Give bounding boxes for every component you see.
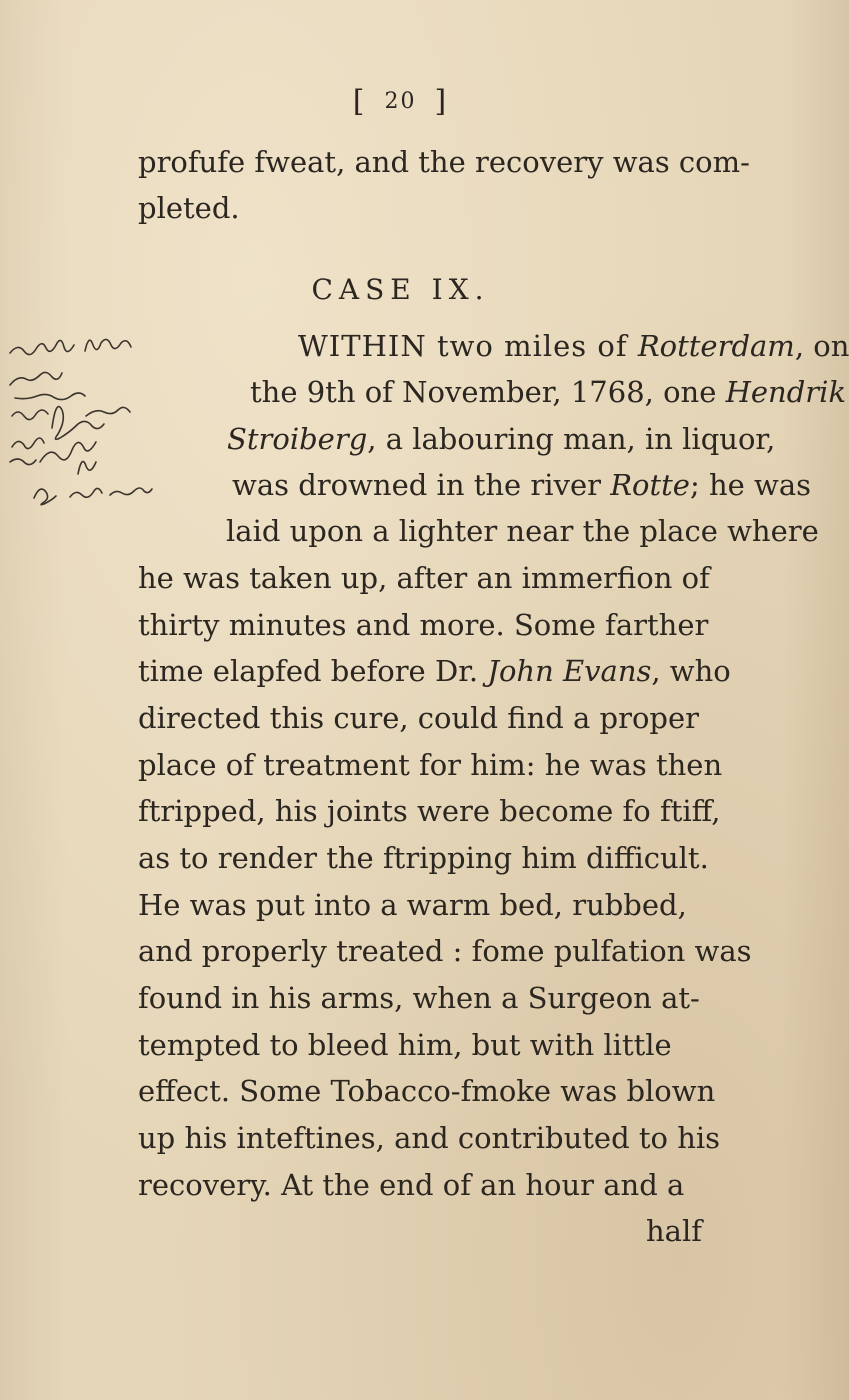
line-text: as to render the ftripping him difficult. — [138, 841, 709, 875]
text-line — [138, 933, 752, 969]
text-line — [232, 467, 811, 503]
text-line — [138, 144, 750, 180]
text-line — [138, 653, 731, 689]
text-line — [138, 190, 240, 226]
line-text: He was put into a warm bed, rubbed, — [138, 888, 687, 922]
text-line — [138, 887, 687, 923]
text-line — [138, 840, 709, 876]
line-text: WITHIN two miles of — [298, 329, 638, 363]
line-text: effect. Some Tobacco-fmoke was blown — [138, 1074, 716, 1108]
line-text: the 9th of November, 1768, one — [250, 375, 726, 409]
text-line — [138, 980, 700, 1016]
text-line — [138, 1027, 672, 1063]
line-text: laid upon a lighter near the place where — [226, 514, 819, 548]
line-text: ; he was — [689, 468, 812, 502]
line-text: he was taken up, after an immerfion of — [138, 561, 710, 595]
line-text: pleted. — [138, 191, 240, 225]
place-name: Rotterdam — [637, 329, 795, 363]
case-title: CASE IX. — [311, 273, 490, 306]
person-name: John Evans — [487, 654, 652, 688]
river-name: Rotte — [610, 468, 690, 502]
text-line — [227, 421, 775, 457]
line-text: , a labouring man, in liquor, — [367, 422, 776, 456]
catchword-text: half — [646, 1214, 702, 1248]
text-line — [138, 747, 722, 783]
line-text: time elapfed before Dr. — [138, 654, 488, 688]
handwriting-icon — [0, 0, 200, 520]
text-line — [138, 793, 720, 829]
line-text: , who — [651, 654, 731, 688]
text-line — [138, 607, 708, 643]
text-line — [138, 1120, 720, 1156]
person-name: Hendrik — [725, 375, 847, 409]
line-text: up his inteftines, and contributed to his — [138, 1121, 721, 1155]
person-name: Stroiberg — [227, 422, 368, 456]
line-text: place of treatment for him: he was then — [138, 748, 723, 782]
line-text: found in his arms, when a Surgeon at- — [138, 981, 700, 1015]
marginal-handwriting — [0, 0, 200, 520]
line-text: recovery. At the end of an hour and a — [138, 1168, 685, 1202]
text-line — [138, 1167, 684, 1203]
text-line — [138, 1073, 715, 1109]
left-bracket: [ — [352, 84, 367, 119]
text-line — [138, 560, 710, 596]
text-line — [226, 513, 819, 549]
right-bracket: ] — [434, 84, 449, 119]
line-text: directed this cure, could find a proper — [138, 701, 700, 735]
text-line — [250, 374, 846, 410]
text-line — [298, 328, 849, 364]
catchword — [646, 1213, 702, 1249]
line-text: and properly treated : fome pulfation was — [138, 934, 752, 968]
page-number: 20 — [384, 89, 417, 114]
text-line — [138, 700, 699, 736]
line-text: profufe fweat, and the recovery was com- — [138, 145, 750, 179]
line-text: ftripped, his joints were become fo ftiff, — [138, 794, 721, 828]
line-text: , on — [794, 329, 849, 363]
line-text: thirty minutes and more. Some farther — [138, 608, 709, 642]
line-text: tempted to bleed him, but with little — [138, 1028, 672, 1062]
line-text: was drowned in the river — [232, 468, 611, 502]
